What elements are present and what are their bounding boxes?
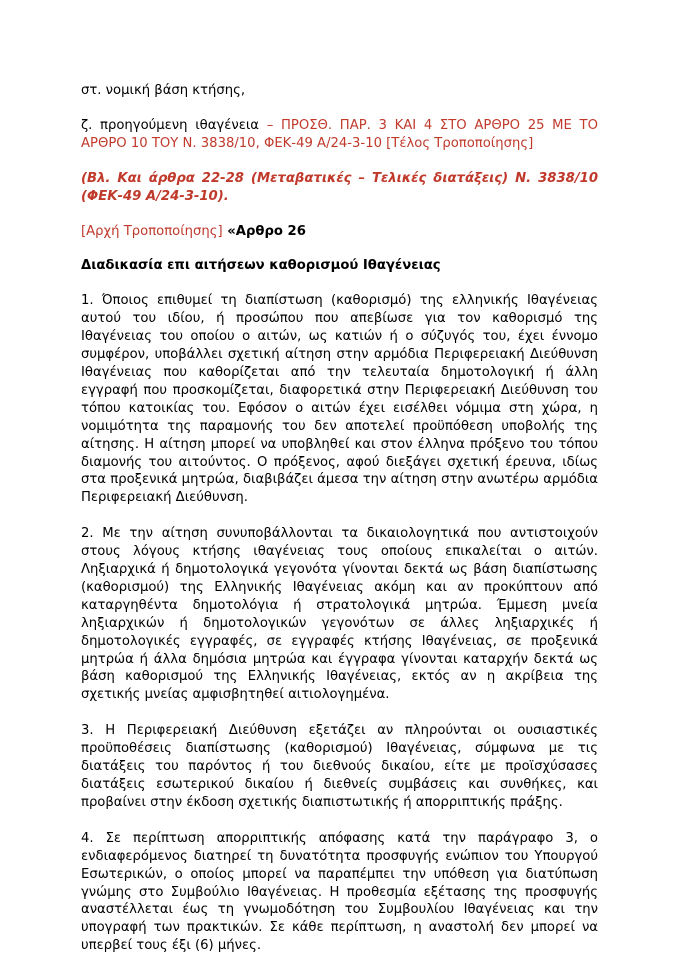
article-title: «Αρθρο 26 bbox=[222, 223, 306, 239]
article-title-line bbox=[81, 223, 598, 241]
clause-zeta-text: ζ. προηγούμενη ιθαγένεια bbox=[81, 117, 260, 133]
clause-zeta bbox=[81, 117, 598, 153]
amendment-start-marker: [Αρχή Τροποποίησης] bbox=[81, 223, 223, 239]
cross-reference-note: (Βλ. Και άρθρα 22-28 (Μεταβατικές – Τελικές διατάξεις) Ν. 3838/10 (ΦΕΚ-49 Α/24-3-10). bbox=[81, 170, 598, 204]
article-heading: Διαδικασία επι αιτήσεων καθορισμού Ιθαγένειας bbox=[81, 258, 441, 274]
paragraph-4: 4. Σε περίπτωση απορριπτικής απόφασης κατά την παράγραφο 3, ο ενδιαφερόμενος διατηρεί τη δυνατότητα προσφυγής ενώπιον του Υπουργού Εσωτερικών, ο οποίος μπορεί να παραπέμπει την υπόθεση για διατύπωση γνώμης στο Συμβούλιο Ιθαγένειας. Η προθεσμία εξέτασης της προσφυγής αναστέλλεται έως τη γνωμοδότηση του Συμβουλίου Ιθαγένειας και την υπογραφή των πρακτικών. Σε κάθε περίπτωση, η αναστολή δεν μπορεί να υπερβεί τους έξι (6) μήνες. bbox=[81, 830, 598, 954]
clause-st: στ. νομική βάση κτήσης, bbox=[81, 83, 246, 98]
paragraph-2: 2. Με την αίτηση συνυποβάλλονται τα δικαιολογητικά που αντιστοιχούν στους λόγους κτήσης ιθαγένειας τους οποίους επικαλείται ο αιτών. Ληξιαρχικά ή δημοτολογικά γεγονότα γίνονται δεκτά ως βάση διαπίστωσης (καθορισμού) της Ελληνικής Ιθαγένειας ακόμη και αν προκύπτουν από καταργηθέντα δημοτολόγια ή στρατολογικά μητρώα. Έμμεση μνεία ληξιαρχικών ή δημοτολογικών γεγονότων σε άλλες ληξιαρχικές ή δημοτολογικές εγγραφές, σε εγγραφές κτήσης Ιθαγένειας, σε προξενικά μητρώα ή άλλα δημόσια μητρώα και έγγραφα γίνονται καταρχήν δεκτά ως βάση καθορισμού της Ελληνικής Ιθαγένειας, εκτός αν η ακρίβεια της σχετικής μνείας αμφισβητηθεί αιτιολογημένα. bbox=[81, 526, 598, 703]
paragraph-1: 1. Όποιος επιθυμεί τη διαπίστωση (καθορισμό) της ελληνικής Ιθαγένειας αυτού του ιδίου, ή προσώπου που απεβίωσε για τον καθορισμό της Ιθαγένειας του οποίου ο αιτών, ως κατιών ή ο σύζυγός του, έχει έννομο συμφέρον, υποβάλλει σχετική αίτηση στην αρμόδια Περιφερειακή Διεύθυνση Ιθαγένειας που καθορίζεται από την τελευταία δημοτολογική ή άλλη εγγραφή που προσκομίζεται, διαφορετικά στην Περιφερειακή Διεύθυνση του τόπου κατοικίας του. Εφόσον ο αιτών έχει εισέλθει νόμιμα στη χώρα, η νομιμότητα της παραμονής του δεν αποτελεί προϋπόθεση υποβολής της αίτησης. Η αίτηση μπορεί να υποβληθεί και στον έλληνα πρόξενο του τόπου διαμονής του αιτούντος. Ο πρόξενος, αφού διεξάγει σχετική έρευνα, ιδίως στα προξενικά μητρώα, διαβιβάζει άμεσα την αίτηση στην ανωτέρω αρμόδια Περιφερειακή Διεύθυνση. bbox=[81, 293, 598, 506]
amendment-note-zeta: – ΠΡΟΣΘ. ΠΑΡ. 3 ΚΑΙ 4 ΣΤΟ ΑΡΘΡΟ 25 ΜΕ ΤΟ ΑΡΘΡΟ 10 ΤΟΥ Ν. 3838/10, ΦΕΚ-49 Α/24-3-10 [Τέλος Τροποποίησης] bbox=[81, 117, 598, 151]
paragraph-3: 3. Η Περιφερειακή Διεύθυνση εξετάζει αν πληρούνται οι ουσιαστικές προϋποθέσεις διαπίστωσης (καθορισμού) Ιθαγένειας, σύμφωνα με τις διατάξεις του παρόντος ή του διεθνούς δικαίου, είτε με προϊσχύσασες διατάξεις εσωτερικού δικαίου ή διεθνείς συμβάσεις και συνθήκες, και προβαίνει στην έκδοση σχετικής διαπιστωτικής ή απορριπτικής πράξης. bbox=[81, 723, 598, 810]
